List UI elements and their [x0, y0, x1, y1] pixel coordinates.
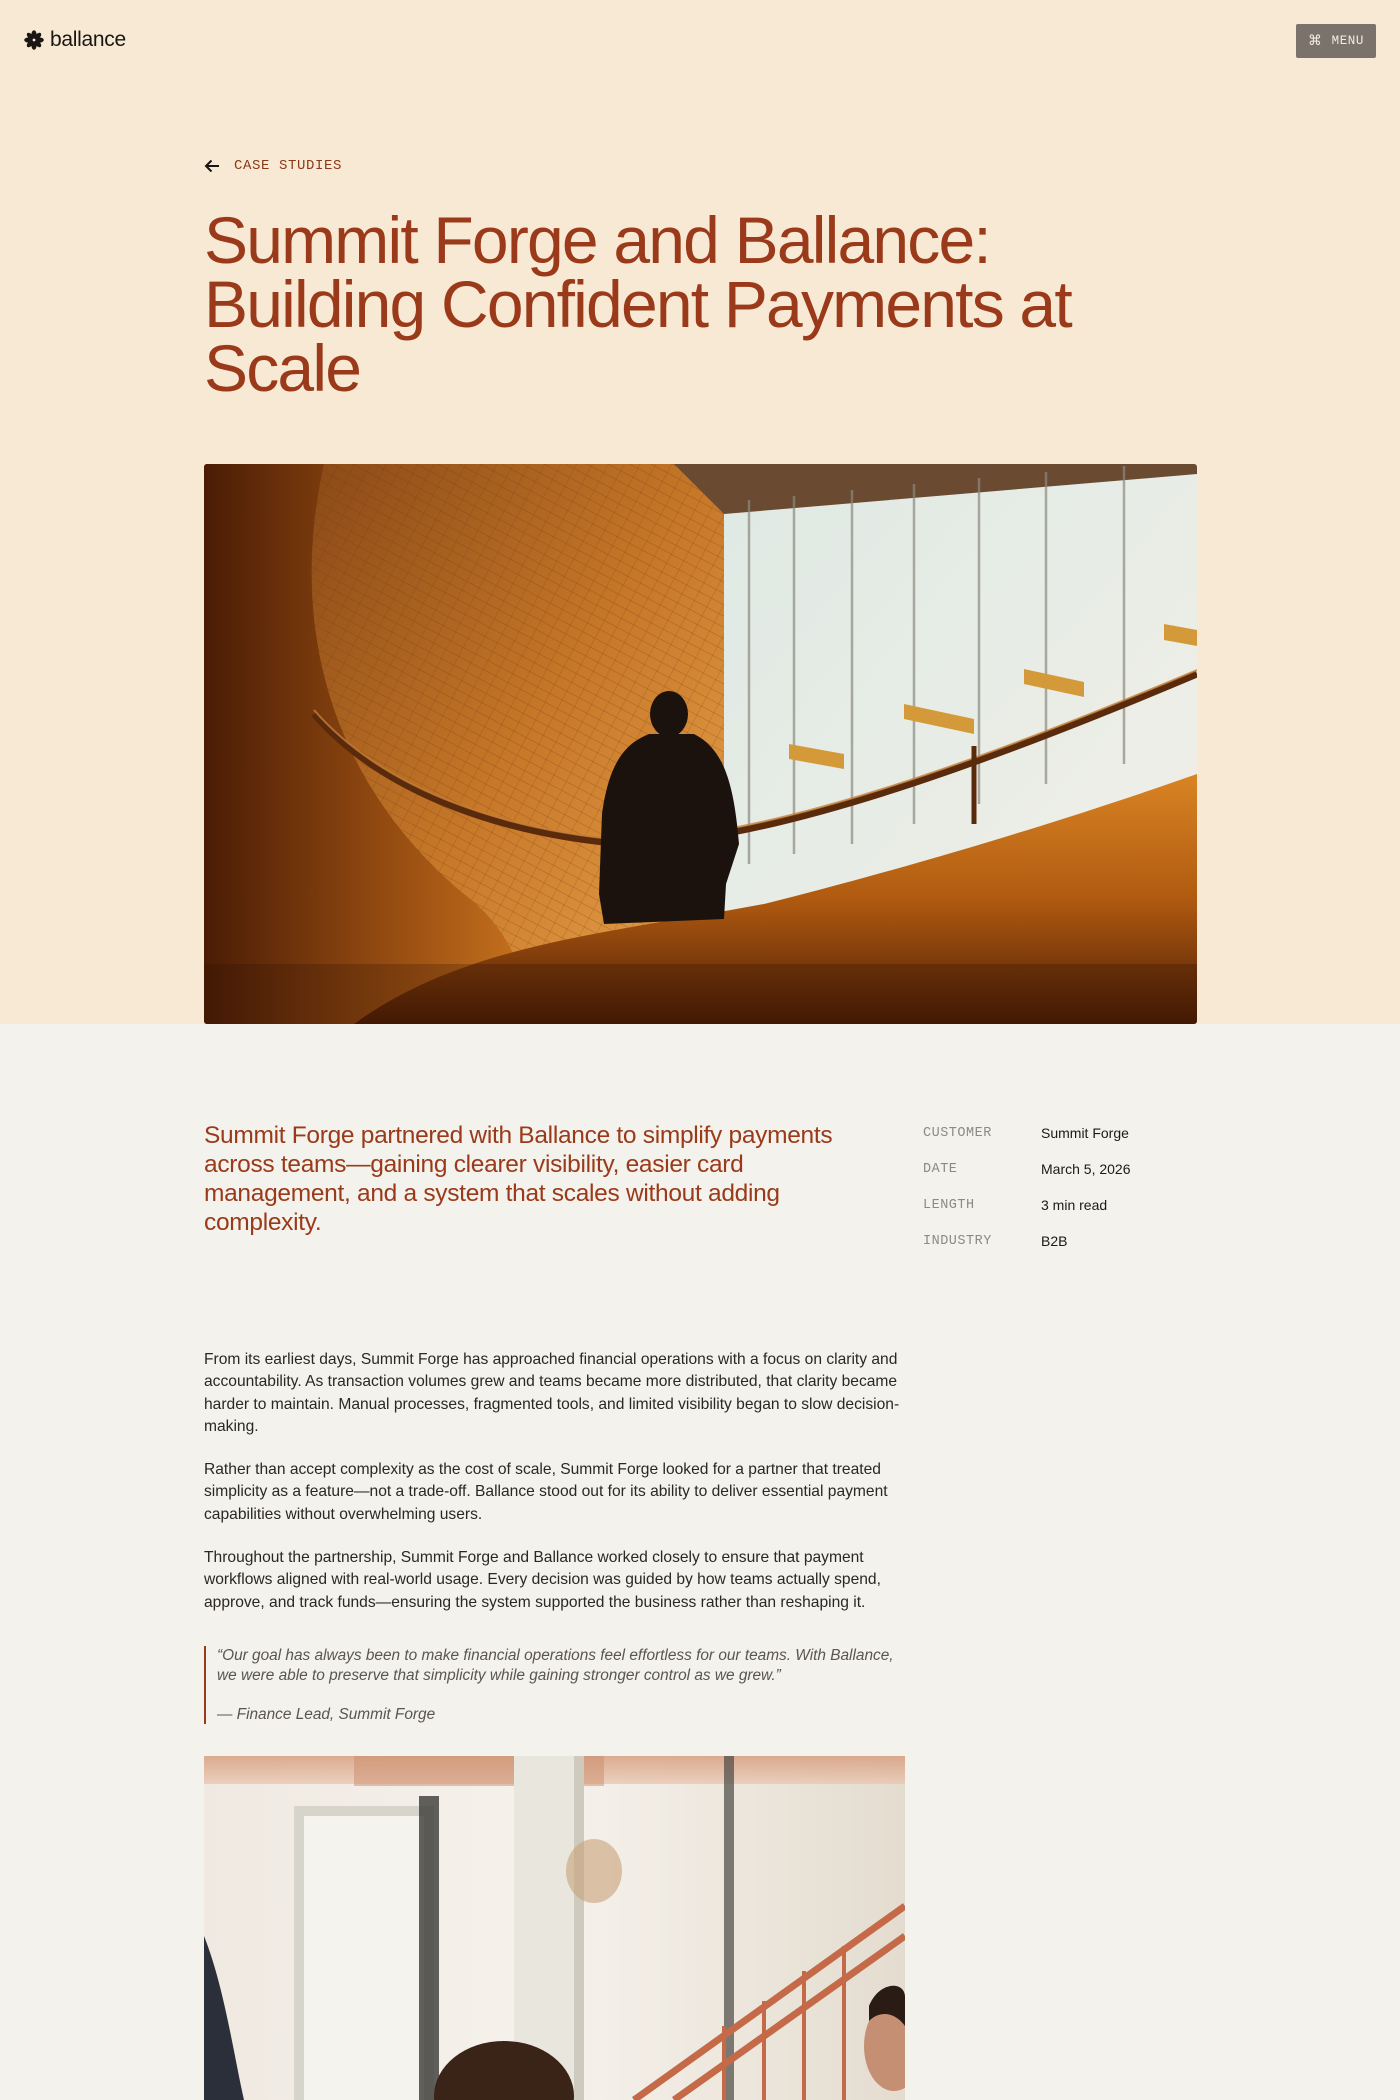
article-meta [923, 1123, 1223, 1267]
hero-section [0, 0, 1400, 1024]
meta-key: CUSTOMER [923, 1126, 992, 1141]
top-bar [0, 0, 1400, 82]
meta-value: B2B [1041, 1233, 1068, 1249]
article-body [204, 1349, 904, 1635]
office-photo [204, 1756, 905, 2100]
meta-row-industry [923, 1231, 1223, 1267]
body-paragraph: Throughout the partnership, Summit Forge and Ballance worked closely to ensure that payment workflows aligned with real-world usage. Every decision was guided by how teams actually spend, approve, and track funds—ensuring the system supported the business rather than reshaping it. [204, 1549, 881, 1611]
meta-row-length [923, 1195, 1223, 1231]
quote-text: “Our goal has always been to make financial operations feel effortless for our teams. With Ballance, we were able to preserve that simplicity while gaining stronger control as we grew.” [217, 1647, 894, 1684]
menu-button[interactable] [1296, 24, 1376, 58]
page-title: Summit Forge and Ballance: Building Confident Payments at Scale [204, 203, 1071, 405]
meta-key: LENGTH [923, 1198, 975, 1213]
meta-value: March 5, 2026 [1041, 1161, 1131, 1177]
asterisk-flower-icon [24, 30, 44, 50]
logo-text: ballance [50, 28, 126, 51]
meta-key: INDUSTRY [923, 1234, 992, 1249]
body-paragraph: From its earliest days, Summit Forge has approached financial operations with a focus on clarity and accountability. As transaction volumes grew and teams became more distributed, that clarity became harder to maintain. Manual processes, fragmented tools, and limited visibility began to slow decision-making. [204, 1351, 900, 1435]
meta-row-date [923, 1159, 1223, 1195]
breadcrumb-label: CASE STUDIES [234, 158, 343, 174]
command-icon: ⌘ [1307, 33, 1323, 49]
arrow-left-icon [204, 159, 220, 173]
logo-link[interactable] [24, 28, 126, 52]
meta-key: DATE [923, 1162, 958, 1177]
pull-quote [204, 1646, 904, 1724]
article-summary: Summit Forge partnered with Ballance to simplify payments across teams—gaining clearer visibility, easier card management, and a system that scales without adding complexity. [204, 1122, 833, 1236]
hero-image-staircase [204, 464, 1197, 1024]
meta-row-customer [923, 1123, 1223, 1159]
body-paragraph: Rather than accept complexity as the cost of scale, Summit Forge looked for a partner that treated simplicity as a feature—not a trade-off. Ballance stood out for its ability to deliver essential payment capabilities without overwhelming users. [204, 1461, 888, 1523]
quote-attribution: — Finance Lead, Summit Forge [217, 1706, 436, 1723]
back-to-case-studies-link[interactable] [204, 158, 342, 174]
menu-label: MENU [1331, 34, 1364, 48]
meta-value: Summit Forge [1041, 1125, 1129, 1141]
meta-value: 3 min read [1041, 1197, 1108, 1213]
